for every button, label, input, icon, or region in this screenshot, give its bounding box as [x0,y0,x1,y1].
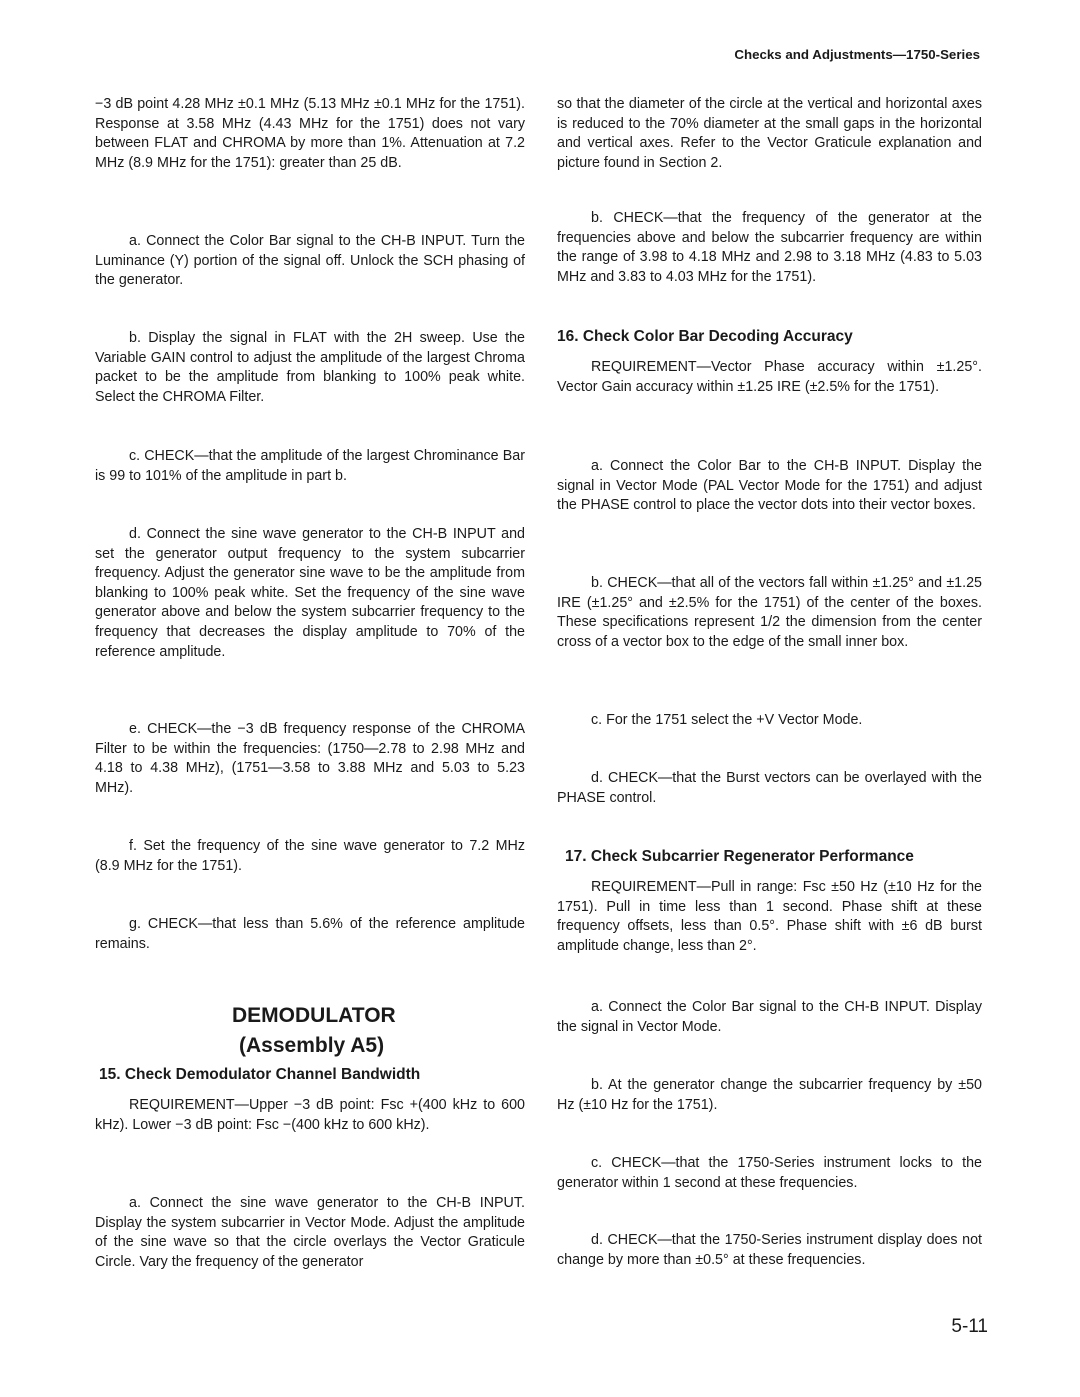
check17-requirement: REQUIREMENT—Pull in range: Fsc ±50 Hz (±10 Hz for the 1751). Pull in time less than 1 second. Phase shift at these frequency offsets, less than 0.5°. Phase shift with ±6 dB burst amplitude change, less than 2°. [557,879,982,954]
check15-step-a: a. Connect the sine wave generator to the CH-B INPUT. Display the system subcarrier in Vector Mode. Adjust the amplitude of the sine wave so that the circle overlays the Vector Graticule Circle. Vary the frequency of the generator [95,1195,525,1270]
section-title: DEMODULATOR [232,1004,396,1027]
check16-step-d: d. CHECK—that the Burst vectors can be overlayed with the PHASE control. [557,770,982,806]
running-header: Checks and Adjustments—1750-Series [734,47,980,62]
page-number: 5-11 [951,1316,988,1337]
check17-heading: 17. Check Subcarrier Regenerator Performance [565,848,914,865]
check17-step-b: b. At the generator change the subcarrier frequency by ±50 Hz (±10 Hz for the 1751). [557,1077,982,1113]
check17-step-a: a. Connect the Color Bar signal to the CH-B INPUT. Display the signal in Vector Mode. [557,999,982,1035]
check17-step-c: c. CHECK—that the 1750-Series instrument locks to the generator within 1 second at these frequencies. [557,1155,982,1191]
check16-step-c: c. For the 1751 select the +V Vector Mode. [591,712,863,728]
check15-heading: 15. Check Demodulator Channel Bandwidth [99,1066,421,1083]
check16-step-a: a. Connect the Color Bar to the CH-B INPUT. Display the signal in Vector Mode (PAL Vector Mode for the 1751) and adjust the PHASE control to place the vector dots into their vector boxes. [557,458,982,514]
step-e: e. CHECK—the −3 dB frequency response of the CHROMA Filter to be within the frequencies: (1750—2.78 to 2.98 MHz and 4.18 to 4.38 MHz), (1751—3.58 to 3.88 MHz and 5.03 to 5.23 MHz). [95,721,525,796]
step-b: b. Display the signal in FLAT with the 2H sweep. Use the Variable GAIN control to adjust the amplitude of the largest Chroma packet to be the amplitude from blanking to 100% peak white. Select the CHROMA Filter. [95,330,525,405]
check17-step-d: d. CHECK—that the 1750-Series instrument display does not change by more than ±0.5° at these frequencies. [557,1232,982,1268]
check15-continued: so that the diameter of the circle at the vertical and horizontal axes is reduced to the 70% diameter at the small gaps in the horizontal and vertical axes. Refer to the Vector Graticule explanation and picture found in Section 2. [557,96,982,171]
section-subtitle: (Assembly A5) [239,1034,385,1057]
step-g: g. CHECK—that less than 5.6% of the reference amplitude remains. [95,916,525,952]
check15-requirement: REQUIREMENT—Upper −3 dB point: Fsc +(400 kHz to 600 kHz). Lower −3 dB point: Fsc −(400 kHz to 600 kHz). [95,1097,525,1133]
check16-step-b: b. CHECK—that all of the vectors fall within ±1.25° and ±1.25 IRE (±1.25° and ±2.5% for the 1751) of the center of the boxes. These specifications represent 1/2 the dimension from the center cross of a vector box to the edge of the small inner box. [557,575,982,650]
check16-requirement: REQUIREMENT—Vector Phase accuracy within ±1.25°. Vector Gain accuracy within ±1.25 IRE (±2.5% for the 1751). [557,359,982,395]
check16-heading: 16. Check Color Bar Decoding Accuracy [557,328,853,345]
step-c: c. CHECK—that the amplitude of the largest Chrominance Bar is 99 to 101% of the amplitude in part b. [95,448,525,484]
check15-step-b: b. CHECK—that the frequency of the generator at the frequencies above and below the subcarrier frequency are within the range of 3.98 to 4.18 MHz and 2.98 to 3.18 MHz (4.83 to 5.03 MHz and 3.83 to 4.03 MHz for the 1751). [557,210,982,285]
intro-paragraph: −3 dB point 4.28 MHz ±0.1 MHz (5.13 MHz ±0.1 MHz for the 1751). Response at 3.58 MHz (4.43 MHz for the 1751) does not vary between FLAT and CHROMA by more than 1%. Attenuation at 7.2 MHz (8.9 MHz for the 1751): greater than 25 dB. [95,96,525,171]
step-f: f. Set the frequency of the sine wave generator to 7.2 MHz (8.9 MHz for the 1751). [95,838,525,874]
step-d: d. Connect the sine wave generator to the CH-B INPUT and set the generator output frequency to the system subcarrier frequency. Adjust the generator sine wave to be the amplitude from blanking to 100% peak white. Set the frequency of the sine wave generator above and below the system subcarrier frequency to the frequency that decreases the display amplitude to 70% of the reference amplitude. [95,526,525,660]
step-a: a. Connect the Color Bar signal to the CH-B INPUT. Turn the Luminance (Y) portion of the signal off. Unlock the SCH phasing of the generator. [95,233,525,289]
